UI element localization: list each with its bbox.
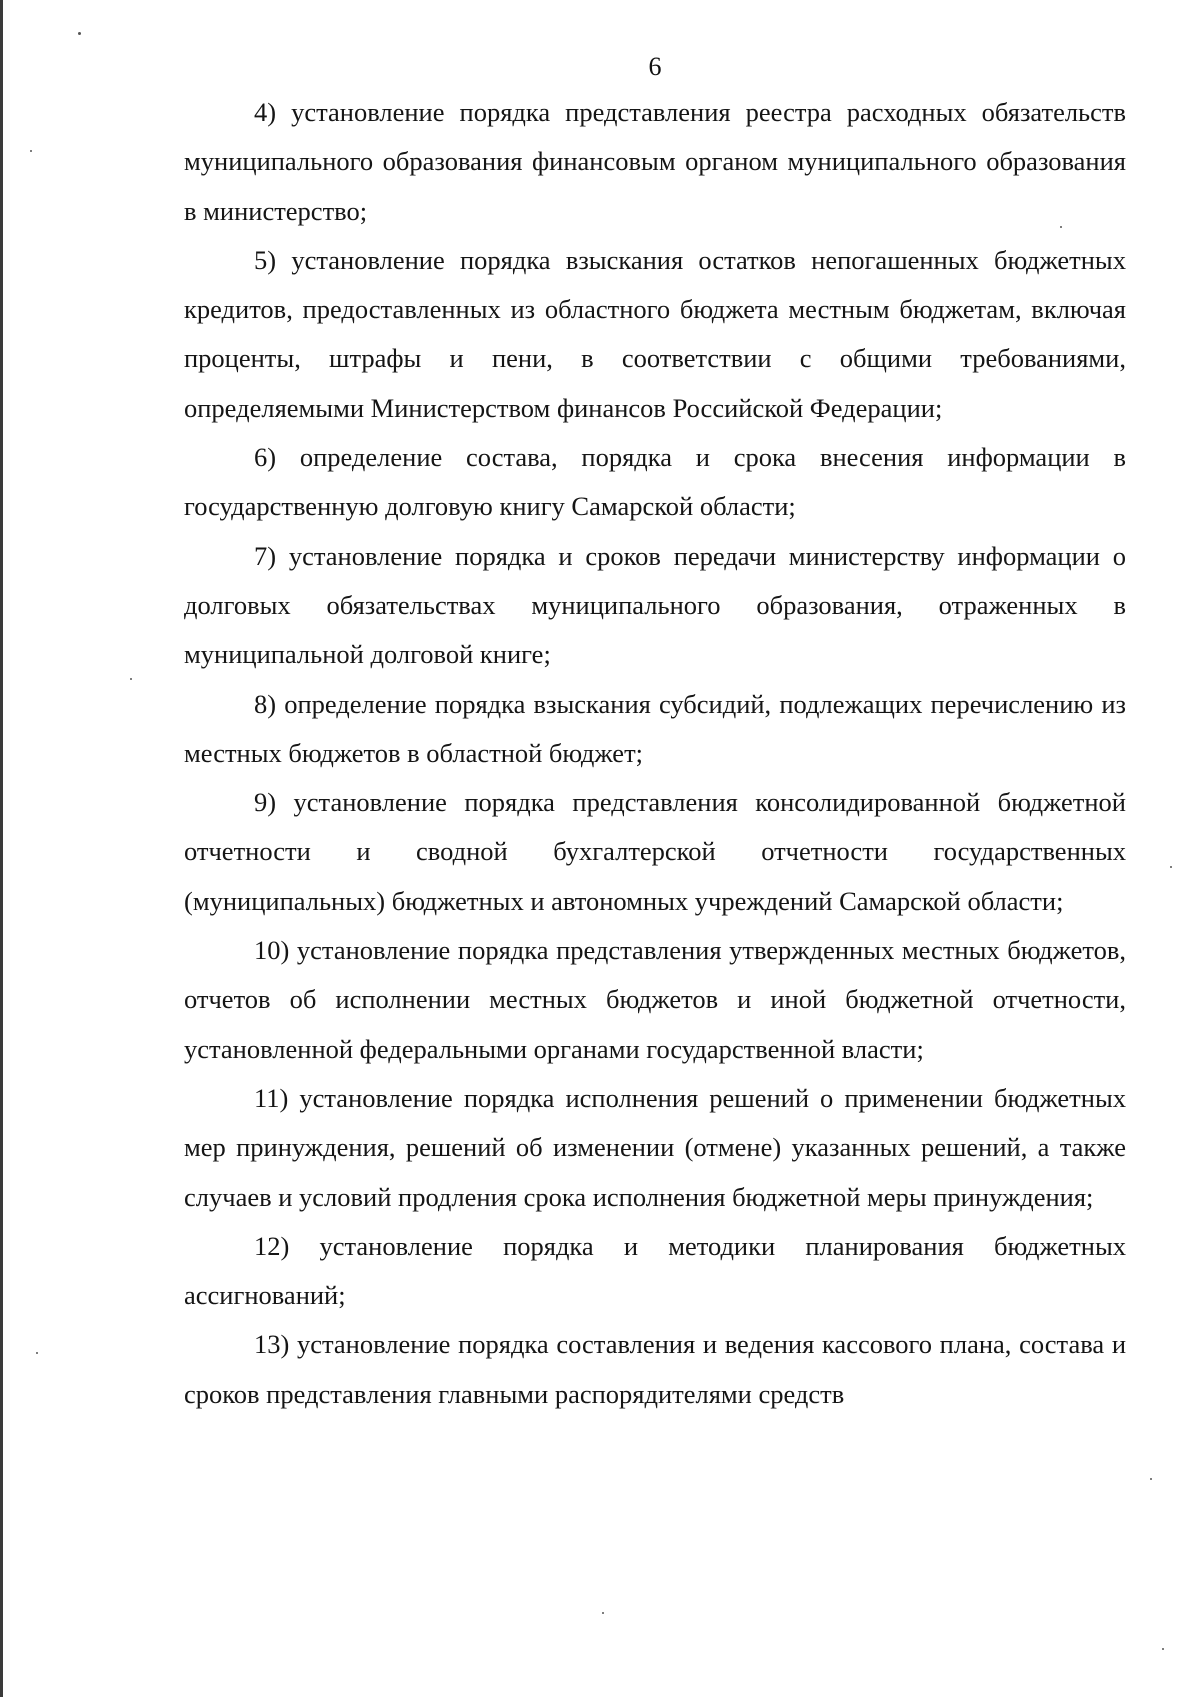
document-body: [184, 88, 1126, 1419]
scan-edge: [0, 0, 3, 1697]
scan-speck: [130, 678, 132, 680]
scan-speck: [30, 150, 32, 152]
paragraph-item-6: 6) определение состава, порядка и срока внесения информации в государственную долговую книгу Самарской области;: [184, 442, 1126, 522]
page-number: 6: [648, 52, 662, 81]
scan-speck: [1060, 226, 1062, 228]
scan-speck: [1150, 1478, 1152, 1480]
scan-speck: [602, 1612, 604, 1614]
scan-speck: [36, 1352, 38, 1354]
scan-speck: [1170, 866, 1172, 868]
paragraph-item-10: 10) установление порядка представления утвержденных местных бюджетов, отчетов об исполнении местных бюджетов и иной бюджетной отчетности, установленной федеральными органами государственной власти;: [184, 935, 1126, 1064]
paragraph-item-7: 7) установление порядка и сроков передачи министерству информации о долговых обязательствах муниципального образования, отраженных в муниципальной долговой книге;: [184, 540, 1126, 670]
scan-speck: [78, 32, 81, 35]
paragraph-item-13: 13) установление порядка составления и ведения кассового плана, состава и сроков представления главными распорядителями средств: [184, 1329, 1126, 1409]
paragraph-item-9: 9) установление порядка представления консолидированной бюджетной отчетности и сводной бухгалтерской отчетности государственных (муниципальных) бюджетных и автономных учреждений Самарской области;: [184, 787, 1126, 916]
paragraph-item-11: 11) установление порядка исполнения решений о применении бюджетных мер принуждения, решений об изменении (отмене) указанных решений, а также случаев и условий продления срока исполнения бюджетной меры принуждения;: [184, 1082, 1126, 1212]
paragraph-item-8: 8) определение порядка взыскания субсидий, подлежащих перечислению из местных бюджетов в областной бюджет;: [184, 688, 1126, 768]
paragraph-item-12: 12) установление порядка и методики планирования бюджетных ассигнований;: [184, 1230, 1126, 1311]
paragraph-item-5: 5) установление порядка взыскания остатков непогашенных бюджетных кредитов, предоставленных из областного бюджета местным бюджетам, включая проценты, штрафы и пени, в соответствии с общими требованиями, определяемыми Министерством финансов Российской Федерации;: [184, 244, 1126, 423]
scan-speck: [1162, 1648, 1164, 1650]
paragraph-item-4: 4) установление порядка представления реестра расходных обязательств муниципального образования финансовым органом муниципального образования в министерство;: [184, 97, 1126, 226]
